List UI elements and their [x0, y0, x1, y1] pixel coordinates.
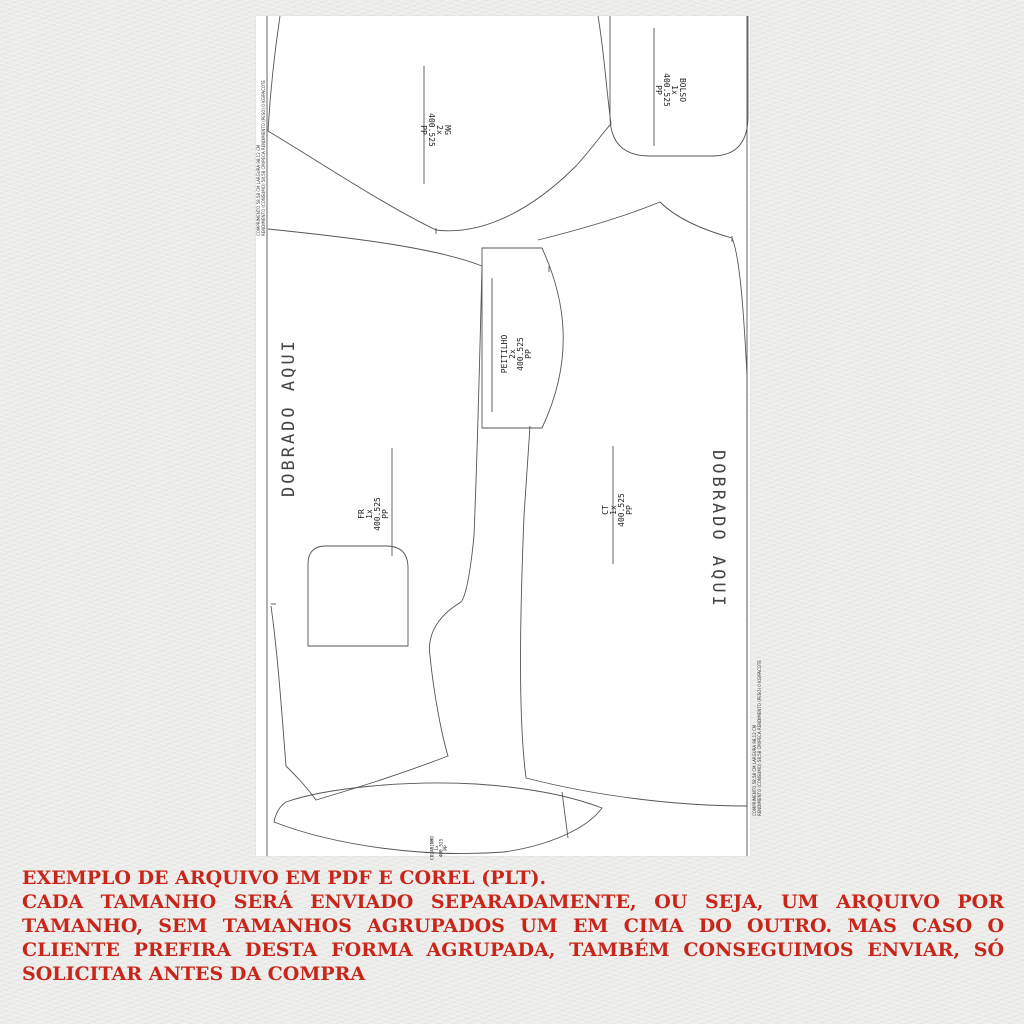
ct-size: PP [625, 505, 634, 515]
label-mg [415, 108, 451, 152]
fr-qty: 1x [365, 509, 374, 519]
fr-name: FR [357, 509, 366, 519]
peitilho-name: PEITILHO [500, 334, 509, 374]
piece-fr-pocket [308, 546, 408, 646]
peitilho-qty: 2x [508, 349, 517, 359]
bolso-ref: 400.525 [662, 73, 671, 107]
fr-ref: 400.525 [373, 497, 382, 531]
bolso-size: PP [654, 85, 663, 95]
peitilho-size: PP [524, 349, 533, 359]
ct-qty: 1x [609, 505, 618, 515]
mg-name: MG [443, 125, 452, 135]
label-colarinho [429, 836, 448, 860]
bolso-qty: 1x [670, 85, 679, 95]
mg-ref: 400.525 [427, 113, 436, 147]
colarinho-name: COLARINHO [429, 836, 435, 860]
peitilho-ref: 400.525 [516, 337, 525, 371]
margin-note-left-line2: RENDIMENTO (CONSUMO) 58,58 CM/PECA RENDIMENTO (PESO) 0 KG/PACOTE [261, 80, 266, 236]
bolso-name: BOLSO [678, 77, 687, 103]
label-fr [358, 492, 394, 536]
label-bolso [650, 68, 686, 112]
margin-note-left [256, 80, 266, 236]
colarinho-notch-line [562, 792, 568, 838]
caption [22, 866, 1004, 986]
label-ct [602, 488, 638, 532]
label-peitilho [501, 327, 537, 381]
margin-note-left-line1: COMPRIMENTO 58,58 CM LARGURA 98,12 CM [256, 144, 261, 236]
margin-note-right-line2: RENDIMENTO (CONSUMO) 58,58 CM/PECA RENDIMENTO (PESO) 0 KG/PACOTE [757, 660, 762, 816]
mg-qty: 2x [435, 125, 444, 135]
mg-size: PP [419, 125, 428, 135]
pattern-sheet [256, 16, 762, 860]
colarinho-size: PP [442, 845, 448, 851]
colarinho-qty: 1x [434, 845, 440, 851]
margin-note-right [752, 660, 762, 816]
ct-name: CT [601, 505, 610, 515]
piece-fr-top [268, 229, 482, 266]
fr-size: PP [381, 509, 390, 519]
caption-title: EXEMPLO DE ARQUIVO EM PDF E COREL (PLT). [22, 867, 547, 889]
margin-note-right-line1: COMPRIMENTO 58,58 CM LARGURA 98,12 CM [752, 724, 757, 816]
ct-ref: 400.525 [617, 493, 626, 527]
fold-label-right: DOBRADO AQUI [708, 450, 728, 609]
colarinho-ref: 400.525 [438, 838, 444, 858]
fold-label-left: DOBRADO AQUI [279, 338, 299, 497]
pattern-drawing [256, 16, 750, 856]
caption-body: CADA TAMANHO SERÁ ENVIADO SEPARADAMENTE, OU SEJA, UM ARQUIVO POR TAMANHO, SEM TAMANHOS AGRUPADOS UM EM CIMA DO OUTRO. MAS CASO O CLIENTE PREFIRA DESTA FORMA AGRUPADA, TAMBÉM CONSEGUIMOS ENVIAR, SÓ SOLICITAR ANTES DA COMPRA [22, 891, 1004, 985]
